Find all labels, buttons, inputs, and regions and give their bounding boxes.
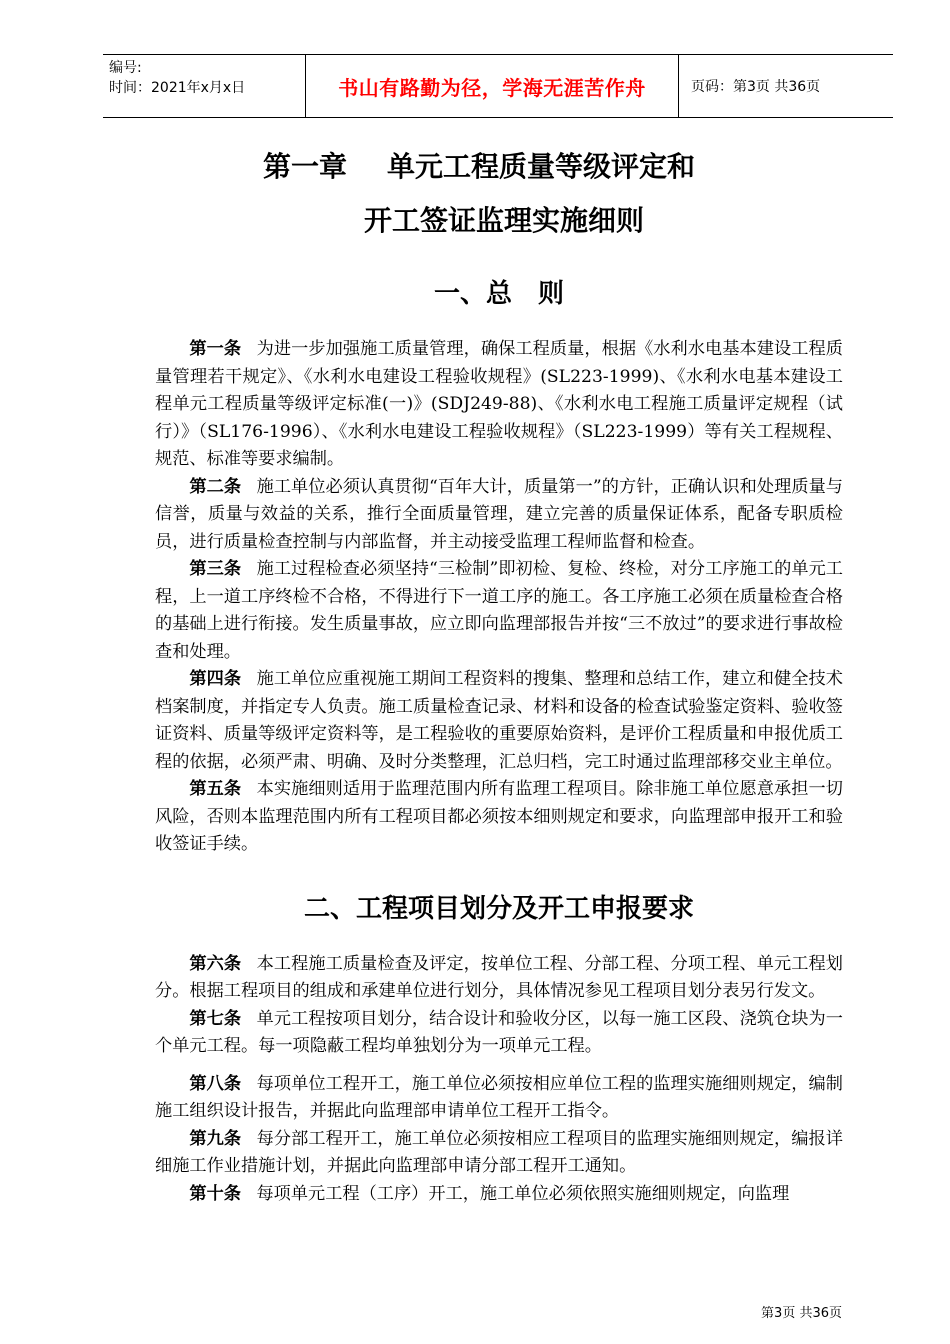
chapter-title-line-2: 开工签证监理实施细则 bbox=[363, 204, 644, 237]
article-text: 本实施细则适用于监理范围内所有监理工程项目。除非施工单位愿意承担一切风险，否则本监理范围内所有工程项目都必须按本细则规定和要求，向监理部申报开工和验收签证手续。 bbox=[155, 779, 843, 854]
article-text: 为进一步加强施工质量管理，确保工程质量，根据《水利水电基本建设工程质量管理若干规定》、《水利水电建设工程验收规程》(SL223-1999)、《水利水电基本建设工程单元工程质量等级评定标准(一)》(SDJ249-88)、《水利水电工程施工质量评定规程（试行）》（SL176-1996）、《水利水电建设工程验收规程》（SL223-1999）等有关工程规程、规范、标准等要求编制。 bbox=[155, 339, 843, 469]
article-text: 每分部工程开工，施工单位必须按相应工程项目的监理实施细则规定，编报详细施工作业措施计划，并据此向监理部申请分部工程开工通知。 bbox=[155, 1128, 843, 1176]
article-label: 第一条 bbox=[189, 339, 242, 359]
article-text: 施工单位应重视施工期间工程资料的搜集、整理和总结工作，建立和健全技术档案制度，并指定专人负责。施工质量检查记录、材料和设备的检查试验鉴定资料、验收签证资料、质量等级评定资料等，是工程验收的重要原始资料，是评价工程质量和申报优质工程的依据，必须严肃、明确、及时分类整理，汇总归档，完工时通过监理部移交业主单位。 bbox=[155, 669, 843, 772]
document-time-label: 时间：2021年x月x日 bbox=[109, 80, 246, 96]
article-1 bbox=[155, 336, 843, 474]
article-4 bbox=[155, 666, 843, 776]
article-label: 第八条 bbox=[189, 1073, 242, 1094]
page-footer: 第3页 共36页 bbox=[761, 1306, 842, 1321]
article-text: 每项单位工程开工，施工单位必须按相应单位工程的监理实施细则规定，编制施工组织设计报告，并据此向监理部申请单位工程开工指令。 bbox=[155, 1073, 843, 1121]
article-7 bbox=[155, 1006, 843, 1061]
article-8 bbox=[155, 1071, 843, 1126]
chapter-title bbox=[155, 140, 843, 248]
article-10 bbox=[155, 1181, 843, 1209]
article-2 bbox=[155, 474, 843, 557]
article-5 bbox=[155, 776, 843, 859]
section-2-title: 二、工程项目划分及开工申报要求 bbox=[303, 893, 694, 924]
article-text: 每项单元工程（工序）开工，施工单位必须依照实施细则规定，向监理 bbox=[256, 1183, 790, 1204]
section-1-title: 一、总 则 bbox=[433, 279, 564, 309]
chapter-number: 第一章 bbox=[262, 150, 347, 183]
article-text: 施工过程检查必须坚持“三检制”即初检、复检、终检，对分工序施工的单元工程，上一道工序终检不合格，不得进行下一道工序的施工。各工序施工必须在质量检查合格的基础上进行衔接。发生质量事故，应立即向监理部报告并按“三不放过”的要求进行事故检查和处理。 bbox=[155, 559, 843, 662]
header-page-number: 页码：第3页 共36页 bbox=[691, 79, 821, 95]
document-number-label: 编号: bbox=[109, 60, 142, 76]
article-label: 第十条 bbox=[189, 1183, 241, 1204]
header-meta bbox=[103, 55, 306, 117]
article-label: 第二条 bbox=[189, 476, 242, 497]
article-label: 第四条 bbox=[189, 669, 242, 689]
document-body bbox=[155, 140, 843, 1208]
article-6 bbox=[155, 951, 843, 1006]
article-label: 第三条 bbox=[189, 559, 242, 579]
article-label: 第六条 bbox=[189, 953, 242, 974]
article-text: 施工单位必须认真贯彻“百年大计，质量第一”的方针，正确认识和处理质量与信誉，质量与效益的关系，推行全面质量管理，建立完善的质量保证体系，配备专职质检员，进行质量检查控制与内部监督，并主动接受监理工程师监督和检查。 bbox=[155, 476, 843, 552]
chapter-title-line-1: 单元工程质量等级评定和 bbox=[387, 150, 696, 183]
article-label: 第七条 bbox=[189, 1008, 242, 1029]
header-motto: 书山有路勤为径，学海无涯苦作舟 bbox=[306, 55, 679, 117]
article-3 bbox=[155, 556, 843, 666]
page-header bbox=[103, 54, 893, 118]
article-9 bbox=[155, 1126, 843, 1181]
article-text: 单元工程按项目划分，结合设计和验收分区，以每一施工区段、浇筑仓块为一个单元工程。每一项隐蔽工程均单独划分为一项单元工程。 bbox=[155, 1008, 843, 1056]
article-text: 本工程施工质量检查及评定，按单位工程、分部工程、分项工程、单元工程划分。根据工程项目的组成和承建单位进行划分，具体情况参见工程项目划分表另行发文。 bbox=[155, 953, 843, 1001]
article-label: 第五条 bbox=[189, 779, 242, 799]
article-label: 第九条 bbox=[189, 1128, 242, 1149]
